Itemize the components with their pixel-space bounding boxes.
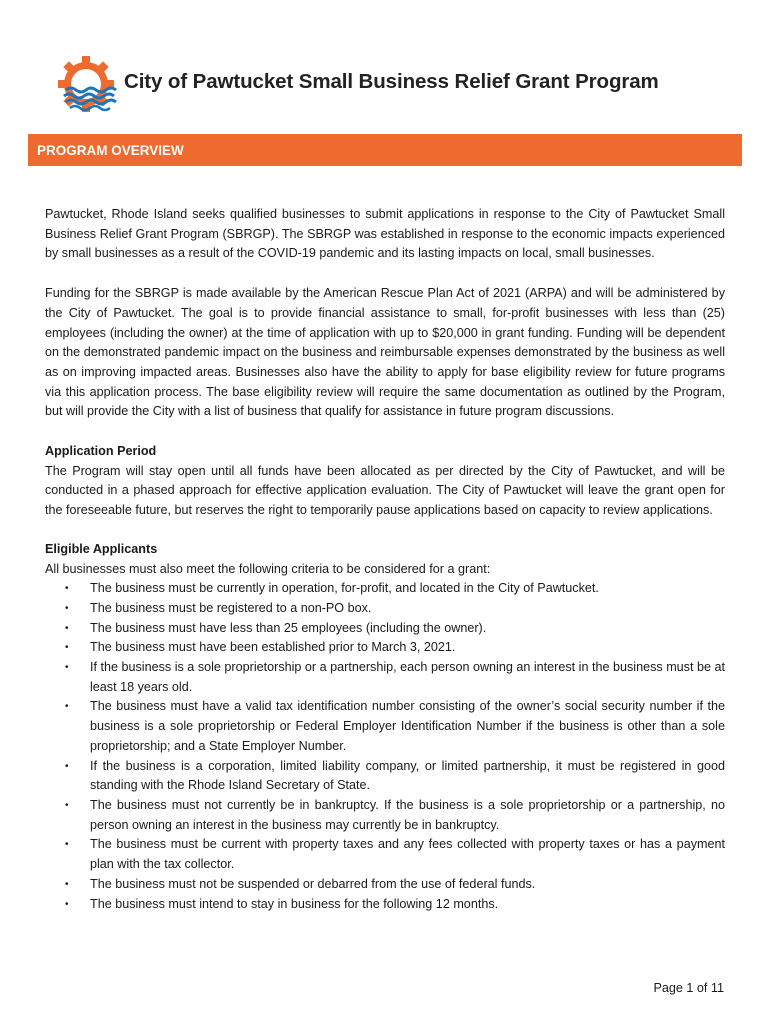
bullet-icon: • [65, 701, 69, 713]
list-item: • The business must have been established prior to March 3, 2021. [45, 638, 725, 658]
list-item: • The business must not be suspended or debarred from the use of federal funds. [45, 875, 725, 895]
list-item: • The business must not currently be in bankruptcy. If the business is a sole proprietorship or a partnership, no person owning an interest in the business may currently be in bankruptcy. [65, 797, 725, 832]
application-period-heading: Application Period [45, 444, 157, 459]
page-title: City of Pawtucket Small Business Relief Grant Program [124, 70, 659, 93]
page-number: Page 1 of 11 [653, 981, 724, 995]
list-item: • The business must be current with property taxes and any fees collected with property taxes or has a payment plan with the tax collector. [65, 837, 725, 872]
section-title: PROGRAM OVERVIEW [37, 143, 184, 158]
document-header [52, 52, 742, 122]
list-item: • The business must have less than 25 employees (including the owner). [45, 619, 725, 639]
document-body [45, 205, 725, 914]
bullet-icon: • [65, 760, 69, 772]
intro-paragraph: Pawtucket, Rhode Island seeks qualified businesses to submit applications in response to the City of Pawtucket Small Business Relief Grant Program (SBRGP). The SBRGP was established in response to the economic impacts experienced by small businesses as a result of the COVID-19 pandemic and its lasting impacts on local, small businesses. [45, 207, 725, 261]
eligibility-criteria-list [45, 579, 725, 914]
eligible-applicants-intro: All businesses must also meet the following criteria to be considered for a grant: [45, 561, 491, 576]
list-item: • If the business is a corporation, limited liability company, or limited partnership, it must be registered in good standing with the Rhode Island Secretary of State. [65, 758, 725, 793]
list-item: • The business must be currently in operation, for-profit, and located in the City of Pawtucket. [45, 579, 725, 599]
bullet-icon: • [65, 898, 69, 910]
application-period-text: The Program will stay open until all funds have been allocated as per directed by the City of Pawtucket, and will be conducted in a phased approach for effective application evaluation. The City of Pawtucket will leave the grant open for the foreseeable future, but reserves the right to temporarily pause applications based on capacity to review applications. [45, 463, 725, 518]
eligible-applicants-heading: Eligible Applicants [45, 541, 158, 556]
list-item: • If the business is a sole proprietorship or a partnership, each person owning an interest in the business must be at least 18 years old. [65, 660, 725, 694]
bullet-icon: • [65, 622, 69, 634]
bullet-icon: • [65, 642, 69, 654]
section-header-bar [28, 134, 742, 166]
bullet-icon: • [65, 662, 69, 674]
list-item: • The business must have a valid tax identification number consisting of the owner’s social security number if the business is a sole proprietorship or Federal Employer Identification Number if the business is other than a sole proprietorship; and a State Employer Number. [65, 699, 725, 753]
bullet-icon: • [65, 602, 69, 614]
bullet-icon: • [65, 583, 69, 595]
list-item: • The business must intend to stay in business for the following 12 months. [45, 895, 725, 915]
city-logo-icon [52, 52, 120, 120]
bullet-icon: • [65, 839, 69, 851]
funding-paragraph: Funding for the SBRGP is made available by the American Rescue Plan Act of 2021 (ARPA) and will be administered by the City of Pawtucket. The goal is to provide financial assistance to small, for-profit businesses with less than (25) employees (including the owner) at the time of application with up to $20,000 in grant funding. Funding will be dependent on the demonstrated pandemic impact on the business and reimbursable expenses demonstrated by the business as well as on improving impacted areas. Businesses also have the ability to apply for base eligibility review for future programs via this application process. The base eligibility review will require the same documentation as outlined by the Program, but will provide the City with a list of business that qualify for assistance in future program discussions. [45, 286, 725, 419]
bullet-icon: • [65, 878, 69, 890]
list-item: • The business must be registered to a non-PO box. [45, 599, 725, 619]
bullet-icon: • [65, 799, 69, 811]
